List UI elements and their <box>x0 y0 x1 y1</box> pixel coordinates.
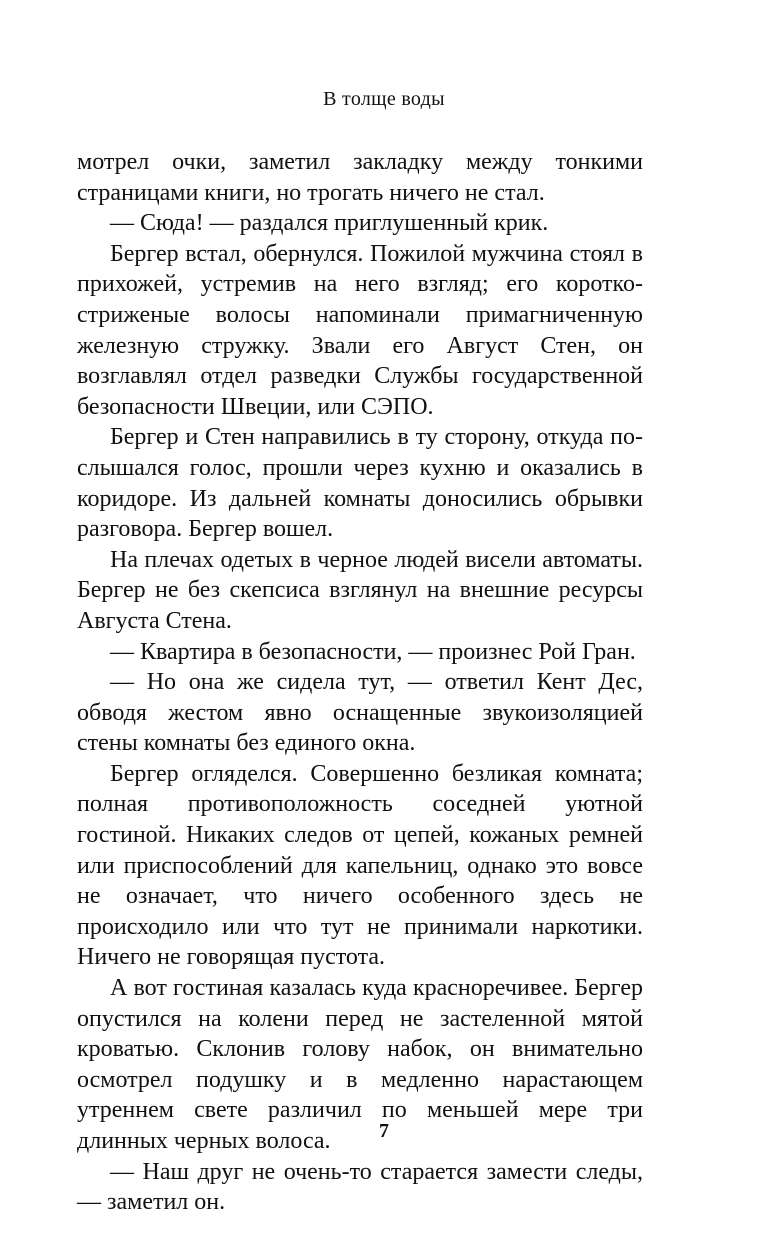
paragraph: — Но она же сидела тут, — ответил Кент Дес, обводя жестом явно оснащенные звукоизоляцией стены комнаты без единого окна. <box>77 669 643 757</box>
body-text <box>77 147 643 1218</box>
paragraph: Бергер огляделся. Совершенно безликая комната; полная противоположность соседней уютной гостиной. Никаких следов от цепей, кожаных ремней или приспособлений для капельниц, однако это вовсе не означает, что ничего особенного здесь не происходило или что тут не принимали наркотики. Ничего не говорящая пустота. <box>77 760 643 971</box>
paragraph: — Наш друг не очень-то старается замести следы, — заметил он. <box>77 1158 643 1216</box>
page-number: 7 <box>379 1120 389 1142</box>
paragraph: На плечах одетых в черное людей висели автоматы. Бергер не без скепсиса взглянул на внешние ресурсы Августа Стена. <box>77 546 643 634</box>
paragraph: Бергер встал, обернулся. Пожилой мужчина стоял в прихожей, устремив на него взгляд; его короткостриженые волосы напоминали примагниченную железную стружку. Звали его Август Стен, он возглавлял отдел разведки Службы государственной безопасности Швеции, или СЭПО. <box>77 240 643 420</box>
paragraph-continuation: мотрел очки, заметил закладку между тонкими страницами книги, но трогать ничего не стал. <box>77 149 643 206</box>
running-header: В толще воды <box>323 88 445 110</box>
paragraph: — Квартира в безопасности, — произнес Рой Гран. <box>110 638 636 665</box>
paragraph: А вот гостиная казалась куда красноречивее. Бергер опустился на колени перед не застеленной мятой кроватью. Склонив голову набок, он внимательно осмотрел подушку и в медленно нарастающем утреннем свете различил по меньшей мере три длинных черных волоса. <box>77 975 643 1154</box>
paragraph: — Сюда! — раздался приглушенный крик. <box>110 210 549 237</box>
paragraph: Бергер и Стен направились в ту сторону, откуда послышался голос, прошли через кухню и оказались в коридоре. Из дальней комнаты доносились обрывки разговора. Бергер вошел. <box>77 424 643 543</box>
